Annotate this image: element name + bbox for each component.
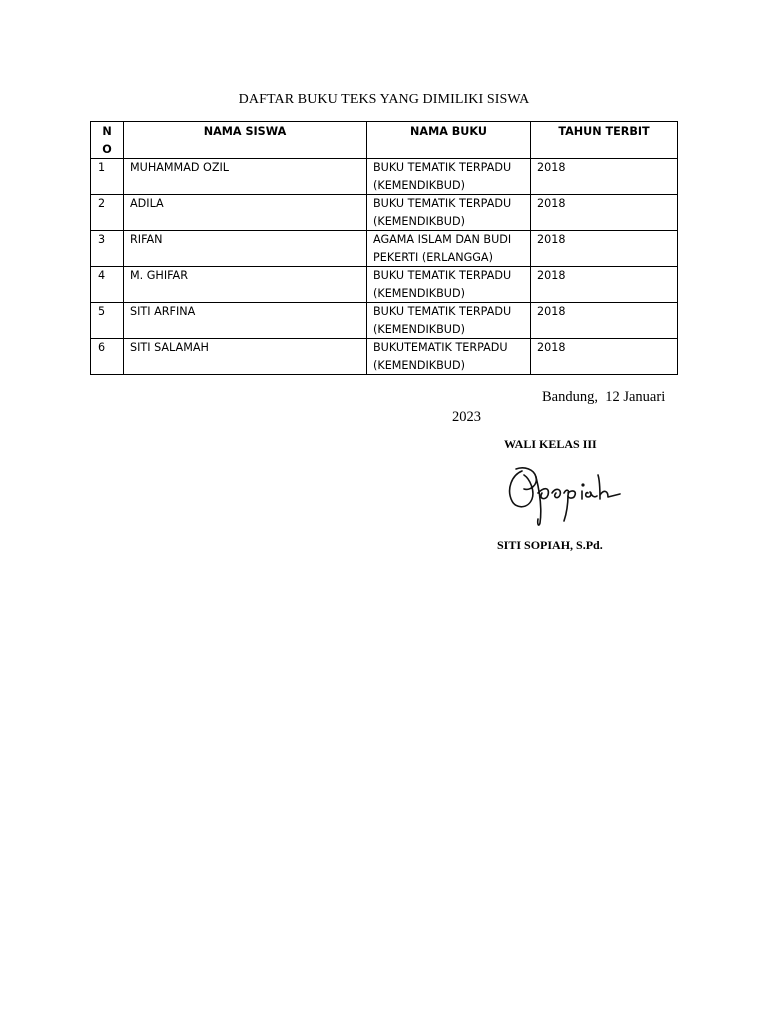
- header-no: N O: [91, 122, 124, 159]
- row-name: SITI ARFINA: [124, 303, 367, 339]
- row-book: BUKU TEMATIK TERPADU (KEMENDIKBUD): [367, 195, 531, 231]
- row-year: 2018: [531, 339, 678, 375]
- date-year: 2023: [452, 409, 481, 425]
- header-book: NAMA BUKU: [367, 122, 531, 159]
- book-table: [90, 121, 678, 375]
- table-row: [91, 159, 678, 195]
- table-row: [91, 195, 678, 231]
- table-row: [91, 267, 678, 303]
- signer-name: SITI SOPIAH, S.Pd.: [497, 538, 603, 552]
- row-book: BUKU TEMATIK TERPADU (KEMENDIKBUD): [367, 303, 531, 339]
- row-year: 2018: [531, 303, 678, 339]
- row-year: 2018: [531, 195, 678, 231]
- row-no: 2: [91, 195, 124, 231]
- row-year: 2018: [531, 267, 678, 303]
- table-row: [91, 339, 678, 375]
- row-year: 2018: [531, 231, 678, 267]
- row-no: 5: [91, 303, 124, 339]
- row-year: 2018: [531, 159, 678, 195]
- row-name: RIFAN: [124, 231, 367, 267]
- row-book: AGAMA ISLAM DAN BUDI PEKERTI (ERLANGGA): [367, 231, 531, 267]
- header-year: TAHUN TERBIT: [531, 122, 678, 159]
- handwritten-signature-icon: [502, 463, 628, 529]
- row-no: 3: [91, 231, 124, 267]
- header-name: NAMA SISWA: [124, 122, 367, 159]
- row-book: BUKU TEMATIK TERPADU (KEMENDIKBUD): [367, 159, 531, 195]
- row-no: 4: [91, 267, 124, 303]
- row-book: BUKU TEMATIK TERPADU (KEMENDIKBUD): [367, 267, 531, 303]
- row-book: BUKUTEMATIK TERPADU (KEMENDIKBUD): [367, 339, 531, 375]
- row-no: 1: [91, 159, 124, 195]
- row-name: M. GHIFAR: [124, 267, 367, 303]
- row-name: ADILA: [124, 195, 367, 231]
- row-name: SITI SALAMAH: [124, 339, 367, 375]
- place-date: Bandung, 12 Januari: [542, 389, 666, 405]
- table-row: [91, 303, 678, 339]
- table-header-row: [91, 122, 678, 159]
- row-name: MUHAMMAD OZIL: [124, 159, 367, 195]
- signer-position: WALI KELAS III: [504, 437, 597, 451]
- table-row: [91, 231, 678, 267]
- document-title: DAFTAR BUKU TEKS YANG DIMILIKI SISWA: [238, 92, 530, 107]
- row-no: 6: [91, 339, 124, 375]
